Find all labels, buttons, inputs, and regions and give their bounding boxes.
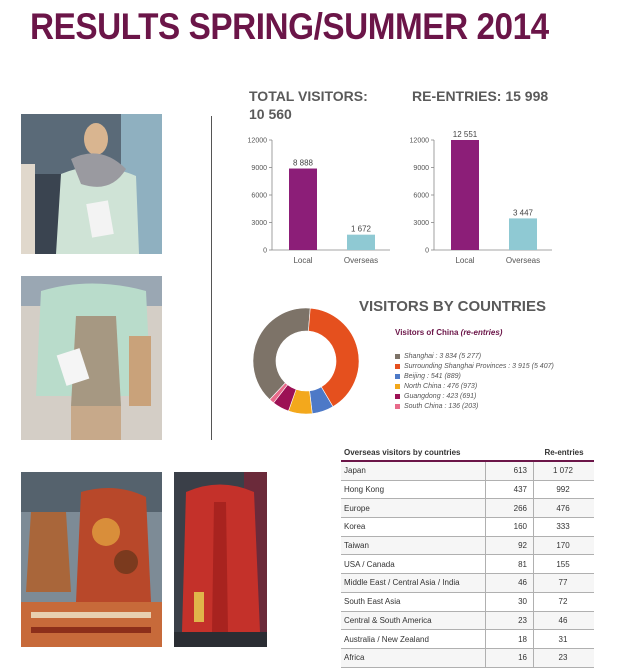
bar-local xyxy=(451,140,479,250)
table-cell-reentries: 77 xyxy=(558,578,568,588)
legend-label: North China : 476 (973) xyxy=(404,382,478,390)
legend-title-note: (re-entries) xyxy=(460,328,503,337)
table-cell-reentries: 155 xyxy=(556,559,570,569)
legend-item xyxy=(395,381,554,391)
table-row xyxy=(341,537,594,556)
table-header-reentries: Re-entries xyxy=(544,447,584,457)
y-tick-label: 3000 xyxy=(413,220,429,227)
total-visitors-bar-chart xyxy=(236,128,396,273)
legend-item xyxy=(395,361,554,371)
overseas-visitors-table xyxy=(341,444,594,668)
table-row xyxy=(341,518,594,537)
photo-mannequin-scarf xyxy=(21,114,162,254)
table-cell-visitors: 160 xyxy=(486,518,534,536)
table-cell-country: Australia / New Zealand xyxy=(341,630,486,648)
table-cell-country: Hong Kong xyxy=(341,481,486,499)
x-tick-label: Local xyxy=(455,256,475,265)
photo-red-cardigan xyxy=(174,472,267,647)
table-header xyxy=(341,444,594,460)
legend-label: Beijing : 541 (889) xyxy=(404,372,461,380)
bar-overseas xyxy=(509,218,537,250)
table-cell-country: USA / Canada xyxy=(341,555,486,573)
bar-value-label: 3 447 xyxy=(512,208,534,218)
y-tick-label: 12000 xyxy=(247,137,267,145)
y-tick-label: 6000 xyxy=(413,192,429,200)
y-tick-label: 12000 xyxy=(409,137,429,145)
bar-local xyxy=(289,169,317,250)
legend-item xyxy=(395,391,554,401)
table-cell-reentries: 476 xyxy=(556,503,570,513)
table-cell-reentries: 1 072 xyxy=(552,466,574,476)
table-cell-visitors: 16 xyxy=(486,649,534,667)
table-header-country: Overseas visitors by countries xyxy=(344,447,461,457)
table-cell-country: Middle East / Central Asia / India xyxy=(341,574,486,592)
total-visitors-heading xyxy=(249,87,368,123)
table-cell-country: Korea xyxy=(341,518,486,536)
table-row xyxy=(341,462,594,481)
bar-value-label: 1 672 xyxy=(350,224,372,234)
total-visitors-value: 10 560 xyxy=(249,106,292,122)
legend-title-main: Visitors of China xyxy=(395,328,459,337)
table-row xyxy=(341,649,594,668)
legend-label: Shanghai : 3 834 (5 277) xyxy=(404,352,482,360)
table-cell-visitors: 23 xyxy=(486,612,534,630)
legend-item xyxy=(395,371,554,381)
legend-swatch xyxy=(395,374,400,379)
y-tick-label: 3000 xyxy=(251,220,267,227)
photo-mannequins-display xyxy=(21,472,162,647)
y-tick-label: 9000 xyxy=(251,165,267,172)
table-cell-country: Japan xyxy=(341,462,486,480)
x-tick-label: Overseas xyxy=(505,256,541,265)
x-tick-label: Local xyxy=(293,256,313,265)
legend-swatch xyxy=(395,384,400,389)
table-cell-reentries: 170 xyxy=(556,541,570,551)
total-visitors-chart xyxy=(236,128,396,273)
y-tick-label: 0 xyxy=(263,247,267,255)
table-row xyxy=(341,499,594,518)
donut-slice xyxy=(253,308,310,400)
table-cell-reentries: 31 xyxy=(558,634,568,644)
legend-title xyxy=(395,328,554,337)
table-cell-country: South East Asia xyxy=(341,593,486,611)
total-visitors-label: TOTAL VISITORS: xyxy=(249,88,368,104)
x-tick-label: Overseas xyxy=(343,256,379,265)
legend-swatch xyxy=(395,364,400,369)
china-donut-chart xyxy=(250,305,362,417)
photo-mannequin-cardigan xyxy=(21,276,162,440)
y-tick-label: 6000 xyxy=(251,192,267,200)
table-cell-reentries: 23 xyxy=(558,653,568,663)
table-cell-visitors: 437 xyxy=(486,481,534,499)
legend-label: South China : 136 (203) xyxy=(404,402,479,410)
re-entries-heading: RE-ENTRIES: 15 998 xyxy=(412,88,549,104)
legend-swatch xyxy=(395,394,400,399)
legend-swatch xyxy=(395,404,400,409)
table-cell-visitors: 18 xyxy=(486,630,534,648)
table-row xyxy=(341,481,594,500)
re-entries-bar-chart xyxy=(398,128,568,273)
visitors-by-countries-title: VISITORS BY COUNTRIES xyxy=(359,298,546,315)
table-cell-reentries: 72 xyxy=(558,597,568,607)
table-cell-reentries: 46 xyxy=(558,615,568,625)
bar-value-label: 8 888 xyxy=(292,158,314,168)
table-cell-country: Africa xyxy=(341,649,486,667)
re-entries-chart xyxy=(398,128,568,273)
y-tick-label: 0 xyxy=(425,247,429,255)
china-visitors-donut xyxy=(250,305,362,417)
table-cell-visitors: 92 xyxy=(486,537,534,555)
table-cell-country: Central & South America xyxy=(341,612,486,630)
page-title: RESULTS SPRING/SUMMER 2014 xyxy=(30,6,549,47)
table-row xyxy=(341,593,594,612)
bar-value-label: 12 551 xyxy=(452,130,478,139)
table-row xyxy=(341,612,594,631)
y-tick-label: 9000 xyxy=(413,165,429,172)
bar-overseas xyxy=(347,235,375,250)
legend-item xyxy=(395,351,554,361)
table-row xyxy=(341,630,594,649)
table-cell-country: Europe xyxy=(341,499,486,517)
table-cell-visitors: 81 xyxy=(486,555,534,573)
legend-label: Surrounding Shanghai Provinces : 3 915 (5 407) xyxy=(404,362,554,370)
legend-swatch xyxy=(395,354,400,359)
table-body xyxy=(341,462,594,668)
legend-item xyxy=(395,401,554,411)
table-row xyxy=(341,555,594,574)
table-cell-visitors: 30 xyxy=(486,593,534,611)
table-row xyxy=(341,574,594,593)
table-cell-reentries: 333 xyxy=(556,522,570,532)
table-cell-visitors: 613 xyxy=(486,462,534,480)
table-cell-country: Taiwan xyxy=(341,537,486,555)
table-cell-reentries: 992 xyxy=(556,485,570,495)
table-cell-visitors: 266 xyxy=(486,499,534,517)
table-cell-visitors: 46 xyxy=(486,574,534,592)
vertical-divider xyxy=(211,116,212,440)
legend-label: Guangdong : 423 (691) xyxy=(404,392,477,400)
china-legend xyxy=(395,328,554,411)
